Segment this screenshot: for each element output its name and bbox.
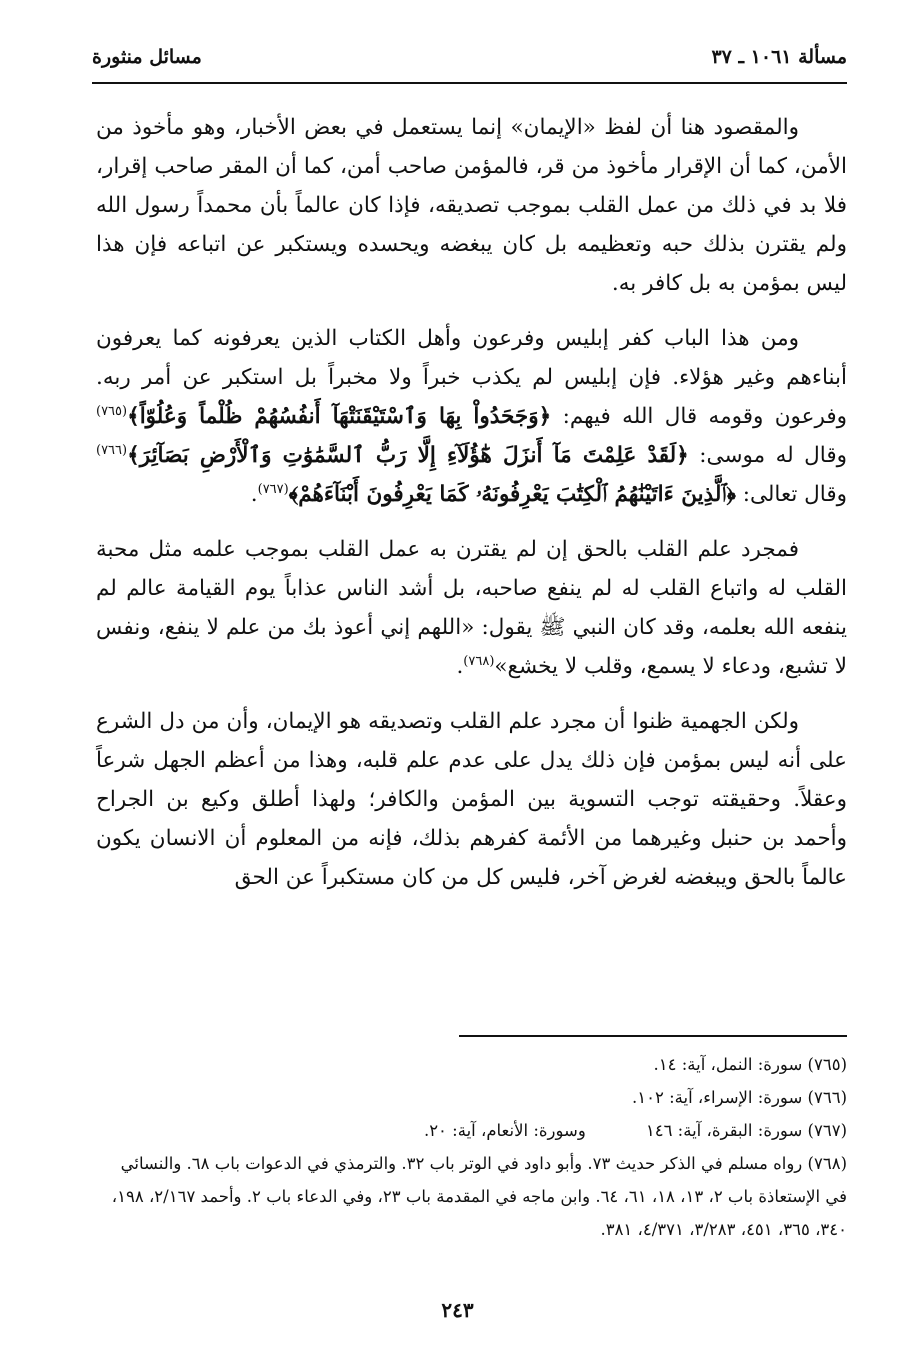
paragraph-2-text-c: وقال تعالى:: [742, 482, 847, 507]
footnote-ref-765[interactable]: (٧٦٥): [96, 403, 128, 419]
footnote-767-part-b: وسورة: الأنعام، آية: ٢٠.: [423, 1121, 586, 1140]
paragraph-3: فمجرد علم القلب بالحق إن لم يقترن به عمل القلب بموجب علمه مثل محبة القلب له واتباع القلب له لم ينفع صاحبه، بل أشد الناس عذاباً يوم القيامة عالم لم ينفعه الله بعلمه، وقد كان النبي ﷺ يقول: «اللهم إني أعوذ بك من علم لا ينفع، ونفس لا تشبع، ودعاء لا يسمع، وقلب لا يخشع»$^{(٧٦٨)}$.: [96, 537, 847, 679]
footnote-765: (٧٦٥) سورة: النمل، آية: ١٤.: [653, 1055, 847, 1074]
footnote-767: [96, 1114, 847, 1147]
running-header: [92, 38, 847, 84]
paragraph-4: ولكن الجهمية ظنوا أن مجرد علم القلب وتصديقه هو الإيمان، وأن من دل الشرع على أنه ليس بمؤمن فإن ذلك يدل على عدم علم قلبه، وهذا من أعظم الجهل شرعاً وعقلاً. وحقيقته توجب التسوية بين المؤمن والكافر؛ ولهذا أطلق وكيع بن الجراح وأحمد بن حنبل وغيرهما من الأئمة كفرهم بذلك، فإنه من المعلوم أن الانسان يكون عالماً بالحق ويبغضه لغرض آخر، فليس كل من كان مستكبراً عن الحق: [96, 709, 847, 890]
footnote-ref-767[interactable]: (٧٦٧): [257, 481, 289, 497]
footnote-768: (٧٦٨) رواه مسلم في الذكر حديث ٧٣. وأبو داود في الوتر باب ٣٢. والترمذي في الدعوات باب ٦٨. والنسائي في الإستعاذة باب ٢، ١٣، ١٨، ٦١، ٦٤. وابن ماجه في المقدمة باب ٢٣، وفي الدعاء باب ٢. وأحمد ٢/١٦٧، ١٩٨، ٣٤٠، ٣٦٥، ٤٥١، ٣/٢٨٣، ٤/٣٧١، ٣٨١.: [111, 1154, 847, 1239]
quran-verse-3: ﴿ٱلَّذِينَ ءَاتَيْنَٰهُمُ ٱلْكِتَٰبَ يَعْرِفُونَهُۥ كَمَا يَعْرِفُونَ أَبْنَآءَهُمْ﴾: [288, 482, 736, 507]
footnote-separator: [459, 1035, 847, 1037]
paragraph-3-text: فمجرد علم القلب بالحق إن لم يقترن به عمل القلب بموجب علمه مثل محبة القلب له واتباع القلب له لم ينفع صاحبه، بل أشد الناس عذاباً يوم القيامة عالم لم ينفعه الله بعلمه، وقد كان النبي ﷺ يقول: «اللهم إني أعوذ بك من علم لا ينفع، ونفس لا تشبع، ودعاء لا يسمع، وقلب لا يخشع»: [96, 537, 847, 679]
paragraph-2: ومن هذا الباب كفر إبليس وفرعون وأهل الكتاب الذين يعرفونه كما يعرفون أبناءهم وغير هؤلاء. فإن إبليس لم يكذب خبراً ولا مخبراً بل استكبر عن أمر ربه. وفرعون وقومه قال الله فيهم: ﴿وَجَحَدُواْ بِهَا وَٱسْتَيْقَنَتْهَآ أَنفُسُهُمْ ظُلْماً وَعُلُوّاً﴾$^{(٧٦٥)}$ وقال له موسى: ﴿لَقَدْ عَلِمْتَ مَآ أَنزَلَ هَٰٓؤُلَآءِ إِلَّا رَبُّ ٱلسَّمَٰوَٰتِ وَٱلْأَرْضِ بَصَآئِرَ﴾$^{(٧٦٦)}$ وقال تعالى: ﴿ٱلَّذِينَ ءَاتَيْنَٰهُمُ ٱلْكِتَٰبَ يَعْرِفُونَهُۥ كَمَا يَعْرِفُونَ أَبْنَآءَهُمْ﴾$^{(٧٦٧)}$.: [96, 326, 847, 507]
footnote-767-part-a: (٧٦٧) سورة: البقرة، آية: ١٤٦: [645, 1121, 847, 1140]
footnotes: [96, 1048, 847, 1246]
quran-verse-2: ﴿لَقَدْ عَلِمْتَ مَآ أَنزَلَ هَٰٓؤُلَآءِ إِلَّا رَبُّ ٱلسَّمَٰوَٰتِ وَٱلْأَرْضِ بَصَآئِرَ﴾: [127, 443, 689, 468]
footnote-ref-768[interactable]: (٧٦٨): [463, 653, 495, 669]
paragraph-2-text-b: وقال له موسى:: [699, 443, 847, 468]
header-issue-number: مسألة ١٠٦١ ـ ٣٧: [711, 46, 847, 68]
quran-verse-1: ﴿وَجَحَدُواْ بِهَا وَٱسْتَيْقَنَتْهَآ أَنفُسُهُمْ ظُلْماً وَعُلُوّاً﴾: [127, 404, 552, 429]
main-text: [96, 108, 847, 913]
paragraph-2-text-a: ومن هذا الباب كفر إبليس وفرعون وأهل الكتاب الذين يعرفونه كما يعرفون أبناءهم وغير هؤلاء. فإن إبليس لم يكذب خبراً ولا مخبراً بل استكبر عن أمر ربه. وفرعون وقومه قال الله فيهم:: [96, 326, 847, 429]
header-section-title: مسائل منثورة: [92, 46, 202, 68]
footnote-ref-766[interactable]: (٧٦٦): [96, 442, 128, 458]
page-number: ٢٤٣: [441, 1298, 474, 1322]
footnote-766: (٧٦٦) سورة: الإسراء، آية: ١٠٢.: [632, 1088, 847, 1107]
paragraph-1: والمقصود هنا أن لفظ «الإيمان» إنما يستعمل في بعض الأخبار، وهو مأخوذ من الأمن، كما أن الإقرار مأخوذ من قر، فالمؤمن صاحب أمن، كما أن المقر صاحب إقرار، فلا بد في ذلك من عمل القلب بموجب تصديقه، فإذا كان عالماً بأن محمداً رسول الله ولم يقترن بذلك حبه وتعظيمه بل كان يبغضه ويحسده ويستكبر عن اتباعه فإن هذا ليس بمؤمن به بل كافر به.: [96, 115, 847, 296]
